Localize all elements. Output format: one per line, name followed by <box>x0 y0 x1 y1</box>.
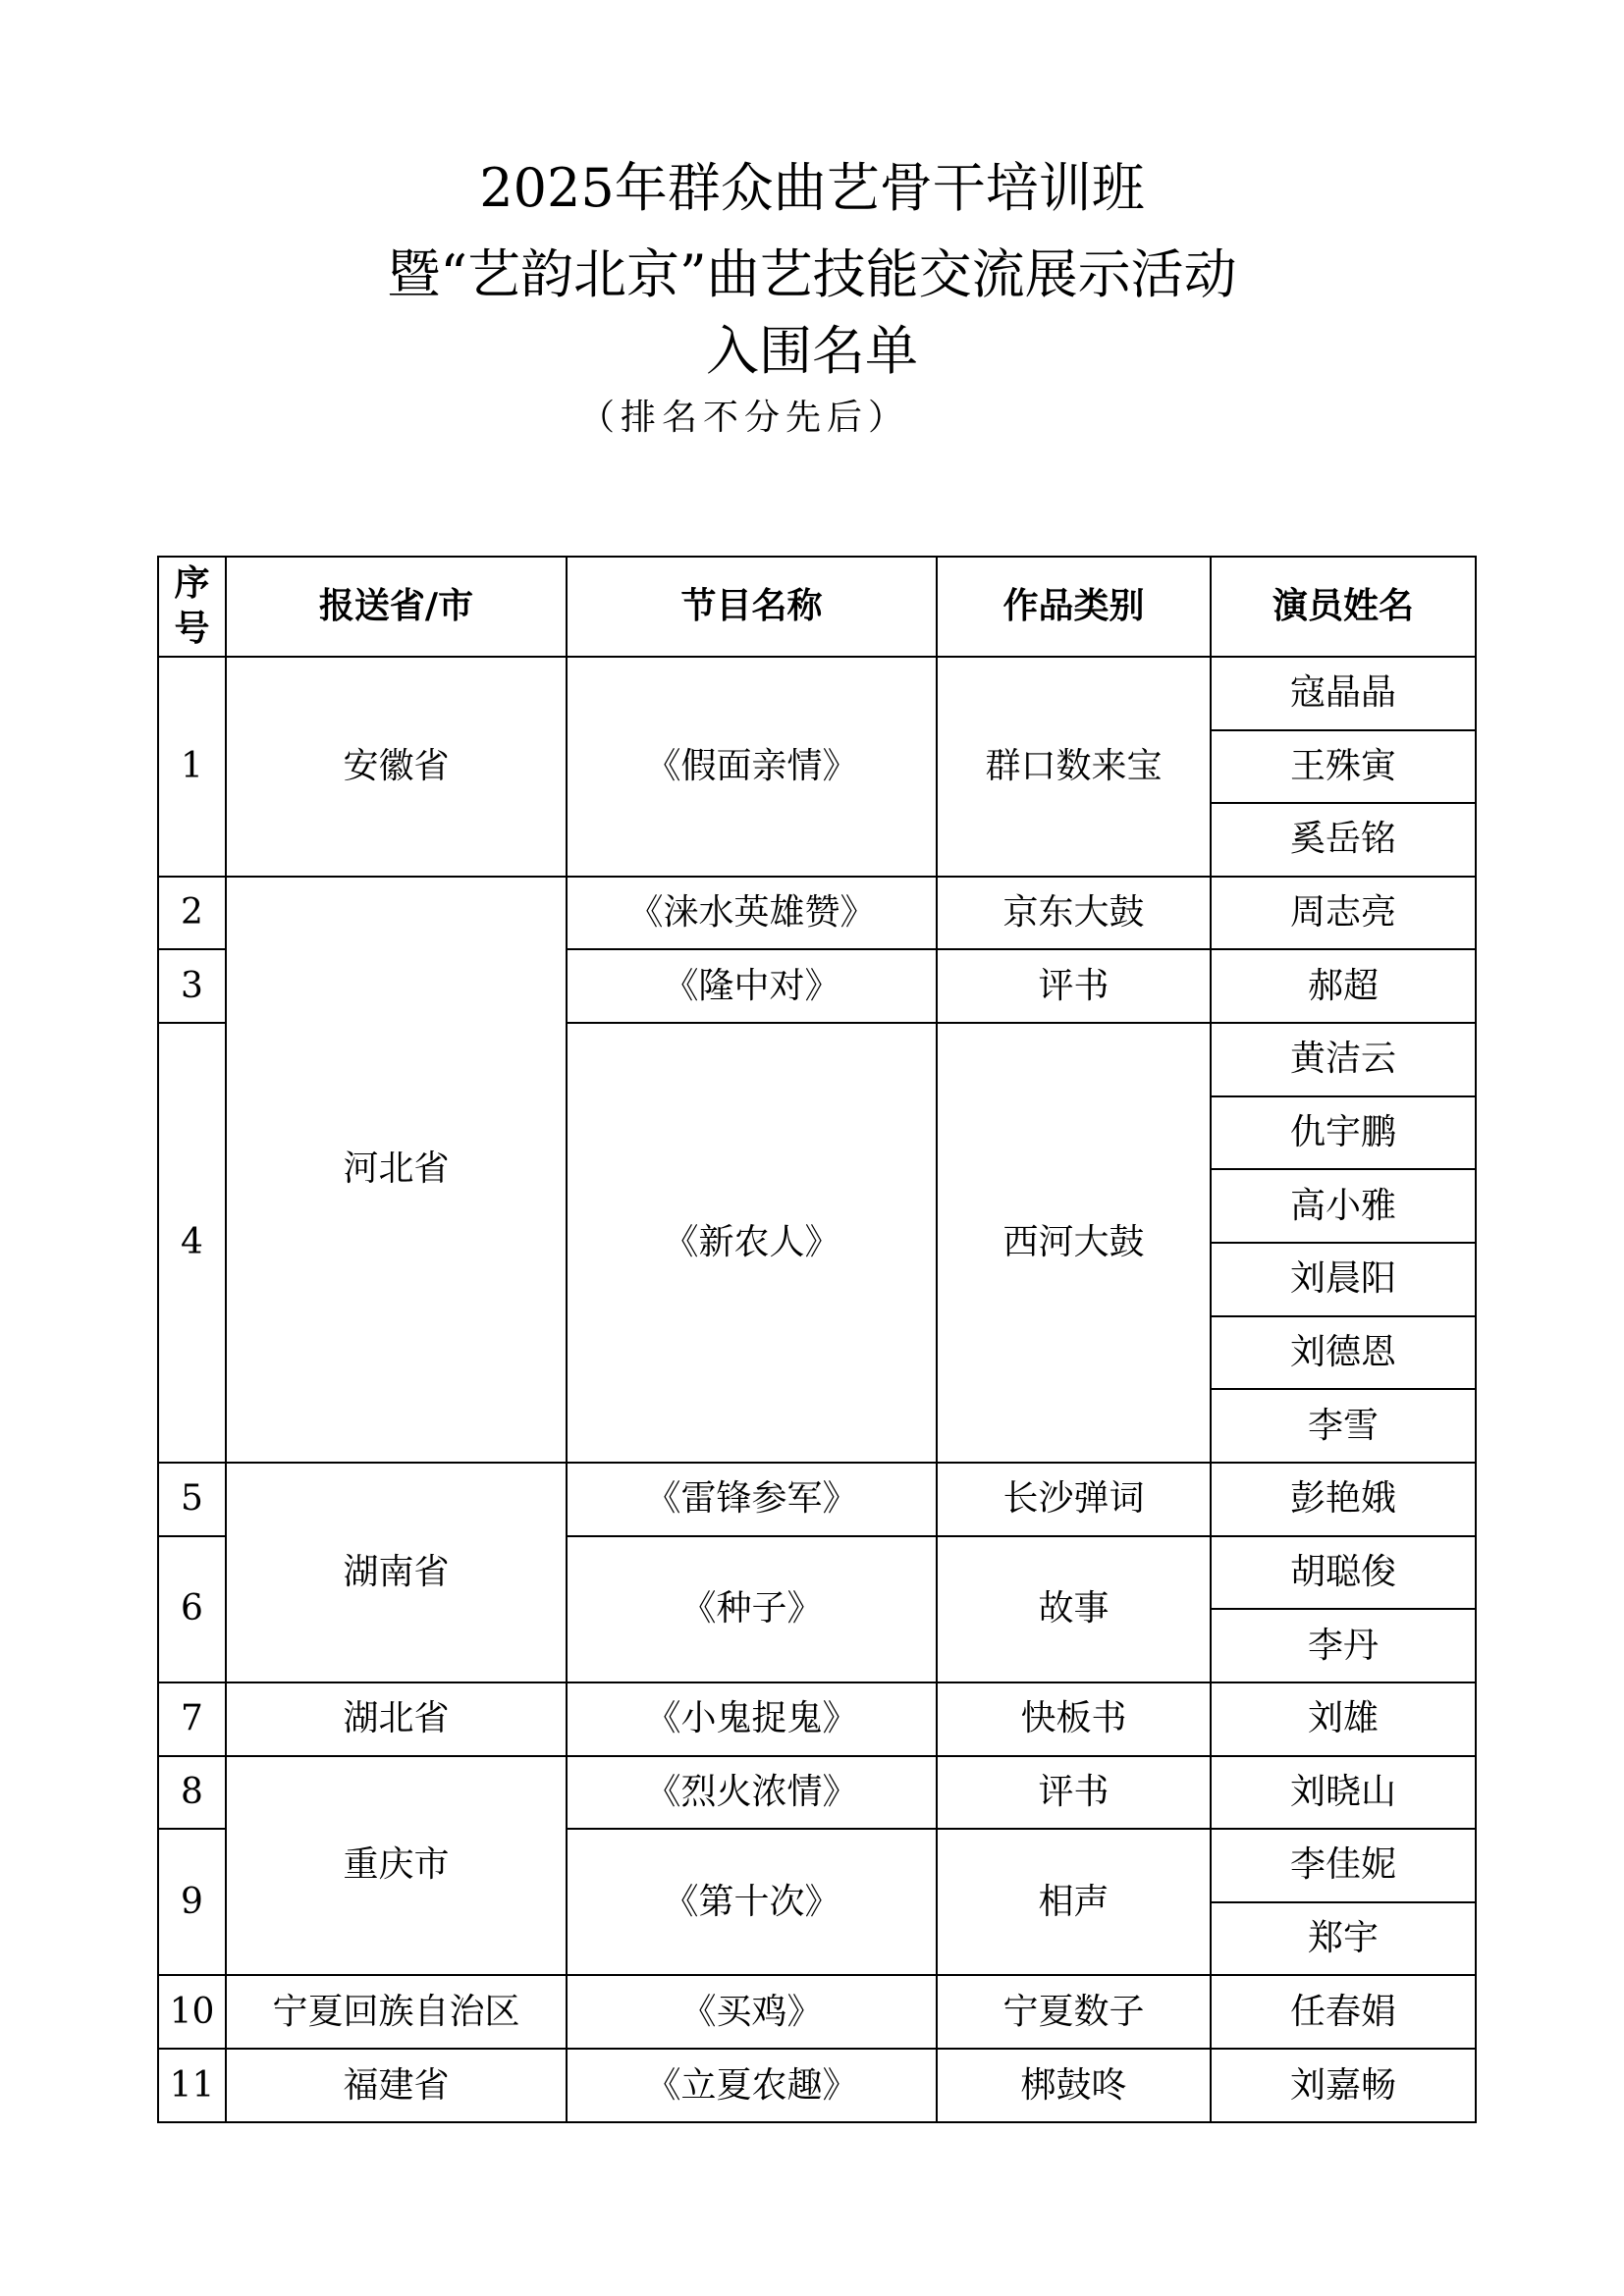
performer-cell: 黄洁云 <box>1211 1023 1476 1096</box>
category-cell: 梆鼓咚 <box>937 2049 1211 2122</box>
table-row <box>158 1682 1476 1756</box>
performer-cell: 刘晓山 <box>1211 1756 1476 1830</box>
seq-cell: 5 <box>158 1463 226 1536</box>
province-cell: 湖南省 <box>226 1463 567 1682</box>
performer-cell: 寇晶晶 <box>1211 657 1476 730</box>
performer-cell: 胡聪俊 <box>1211 1536 1476 1610</box>
category-cell: 故事 <box>937 1536 1211 1682</box>
performer-cell: 郑宇 <box>1211 1902 1476 1976</box>
performer-cell: 奚岳铭 <box>1211 803 1476 877</box>
category-cell: 评书 <box>937 1756 1211 1830</box>
seq-cell: 3 <box>158 949 226 1023</box>
program-cell: 《假面亲情》 <box>567 657 937 877</box>
performer-cell: 刘德恩 <box>1211 1316 1476 1390</box>
seq-cell: 6 <box>158 1536 226 1682</box>
province-cell: 湖北省 <box>226 1682 567 1756</box>
seq-cell: 4 <box>158 1023 226 1463</box>
header-program: 节目名称 <box>567 557 937 657</box>
seq-cell: 11 <box>158 2049 226 2122</box>
performer-cell: 郝超 <box>1211 949 1476 1023</box>
ranking-note: （排名不分先后） <box>579 398 910 438</box>
category-cell: 长沙弹词 <box>937 1463 1211 1536</box>
program-cell: 《雷锋参军》 <box>567 1463 937 1536</box>
performer-cell: 仇宇鹏 <box>1211 1096 1476 1170</box>
program-cell: 《买鸡》 <box>567 1975 937 2049</box>
table-row <box>158 1463 1476 1536</box>
province-cell: 重庆市 <box>226 1756 567 1976</box>
category-cell: 宁夏数子 <box>937 1975 1211 2049</box>
program-cell: 《立夏农趣》 <box>567 2049 937 2122</box>
category-cell: 群口数来宝 <box>937 657 1211 877</box>
header-seq-bottom: 号 <box>174 608 210 649</box>
program-cell: 《烈火浓情》 <box>567 1756 937 1830</box>
category-cell: 相声 <box>937 1829 1211 1975</box>
header-category: 作品类别 <box>937 557 1211 657</box>
performer-cell: 李佳妮 <box>1211 1829 1476 1902</box>
title-line-3: 入围名单 <box>706 320 918 382</box>
seq-cell: 8 <box>158 1756 226 1830</box>
table-row <box>158 877 1476 950</box>
performer-cell: 王殊寅 <box>1211 730 1476 804</box>
header-seq-top: 序 <box>174 562 210 604</box>
category-cell: 京东大鼓 <box>937 877 1211 950</box>
performer-cell: 周志亮 <box>1211 877 1476 950</box>
program-cell: 《小鬼捉鬼》 <box>567 1682 937 1756</box>
program-cell: 《新农人》 <box>567 1023 937 1463</box>
province-cell: 福建省 <box>226 2049 567 2122</box>
performer-cell: 刘雄 <box>1211 1682 1476 1756</box>
seq-cell: 7 <box>158 1682 226 1756</box>
program-cell: 《涞水英雄赞》 <box>567 877 937 950</box>
performer-cell: 刘晨阳 <box>1211 1243 1476 1316</box>
performer-cell: 李雪 <box>1211 1389 1476 1463</box>
program-cell: 《第十次》 <box>567 1829 937 1975</box>
header-row <box>158 557 1476 657</box>
table-row <box>158 2049 1476 2122</box>
table-row <box>158 1756 1476 1830</box>
performer-cell: 李丹 <box>1211 1609 1476 1682</box>
roster-table <box>157 556 1477 2123</box>
seq-cell: 9 <box>158 1829 226 1975</box>
province-cell: 安徽省 <box>226 657 567 877</box>
performer-cell: 任春娟 <box>1211 1975 1476 2049</box>
seq-cell: 10 <box>158 1975 226 2049</box>
program-cell: 《隆中对》 <box>567 949 937 1023</box>
program-cell: 《种子》 <box>567 1536 937 1682</box>
table-row <box>158 1975 1476 2049</box>
header-seq <box>158 557 226 657</box>
province-cell: 宁夏回族自治区 <box>226 1975 567 2049</box>
seq-cell: 1 <box>158 657 226 877</box>
table-row <box>158 657 1476 730</box>
seq-cell: 2 <box>158 877 226 950</box>
category-cell: 西河大鼓 <box>937 1023 1211 1463</box>
header-performer: 演员姓名 <box>1211 557 1476 657</box>
province-cell: 河北省 <box>226 877 567 1463</box>
performer-cell: 彭艳娥 <box>1211 1463 1476 1536</box>
performer-cell: 刘嘉畅 <box>1211 2049 1476 2122</box>
performer-cell: 高小雅 <box>1211 1169 1476 1243</box>
category-cell: 评书 <box>937 949 1211 1023</box>
title-line-2: 暨“艺韵北京”曲艺技能交流展示活动 <box>387 243 1237 305</box>
header-province: 报送省/市 <box>226 557 567 657</box>
category-cell: 快板书 <box>937 1682 1211 1756</box>
title-line-1: 2025年群众曲艺骨干培训班 <box>479 157 1145 219</box>
